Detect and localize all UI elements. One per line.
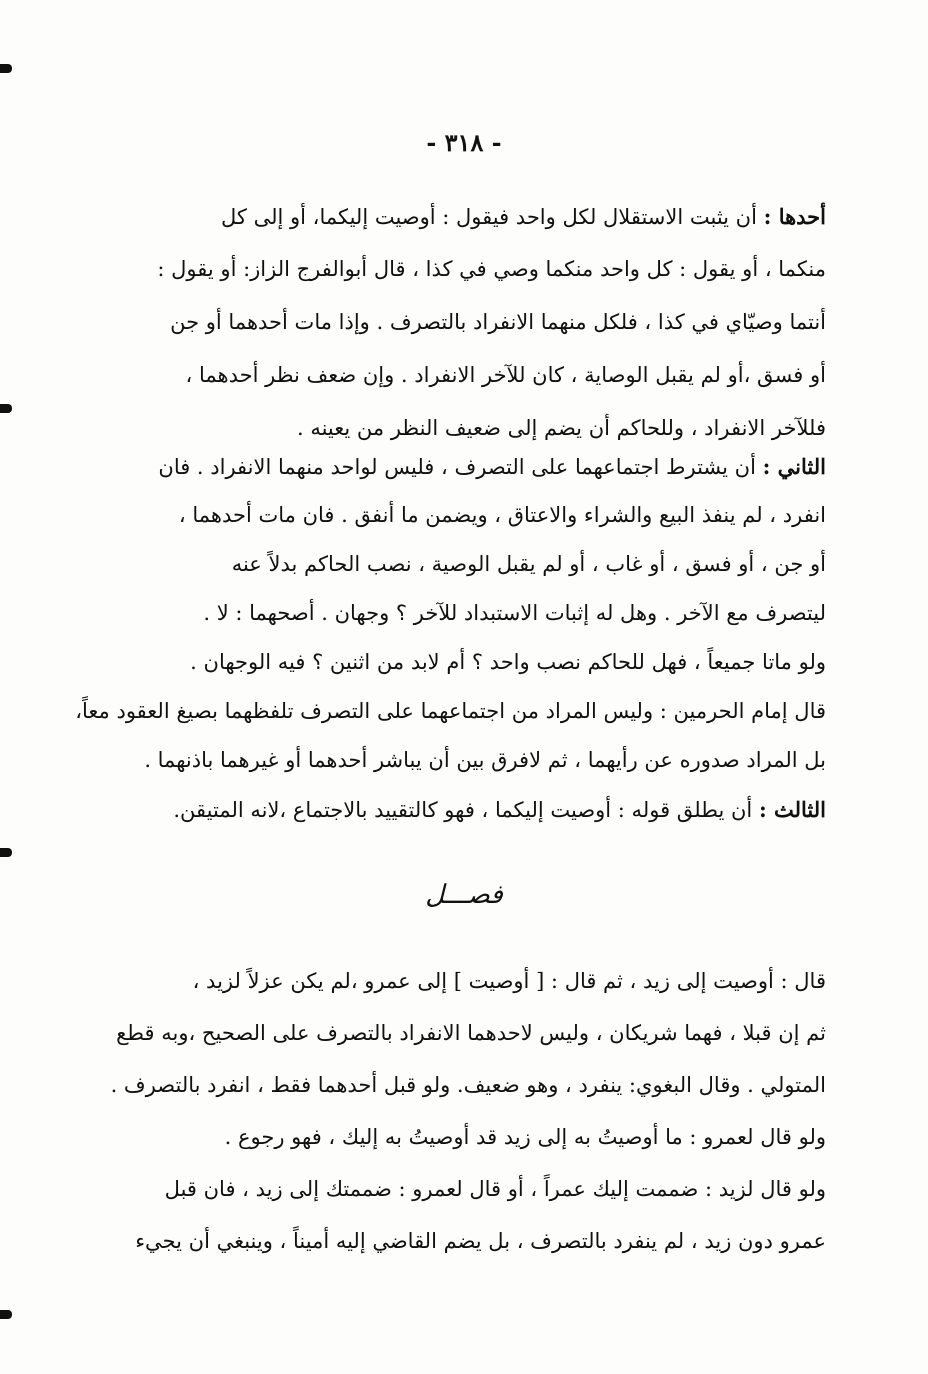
text-line: منكما ، أو يقول : كل واحد منكما وصي في كذا ، قال أبوالفرج الزاز: أو يقول : xyxy=(157,257,826,281)
text-line-content: أن يطلق قوله : أوصيت إليكما ، فهو كالتقييد بالاجتماع ،لانه المتيقن. xyxy=(173,798,753,822)
section-heading: فصـــل xyxy=(425,880,503,910)
text-line: انفرد ، لم ينفذ البيع والشراء والاعتاق ، ويضمن ما أنفق . فان مات أحدهما ، xyxy=(178,503,826,527)
paragraph-section-body xyxy=(70,955,826,1267)
text-line xyxy=(70,785,826,834)
text-line: أو فسق ،أو لم يقبل الوصاية ، كان للآخر الانفراد . وإن ضعف نظر أحدهما ، xyxy=(185,363,826,387)
text-line: ولو ماتا جميعاً ، فهل للحاكم نصب واحد ؟ أم لابد من اثنين ؟ فيه الوجهان . xyxy=(190,650,826,674)
text-line: بل المراد صدوره عن رأيهما ، ثم لافرق بين أن يباشر أحدهما أو غيرهما باذنهما . xyxy=(144,748,826,772)
text-line-content: أن يثبت الاستقلال لكل واحد فيقول : أوصيت إليكما، أو إلى كل xyxy=(221,205,757,229)
paragraph-first-case xyxy=(70,190,826,455)
edge-mark xyxy=(0,64,12,73)
text-line: فللآخر الانفراد ، وللحاكم أن يضم إلى ضعيف النظر من يعينه . xyxy=(296,416,826,440)
text-line: المتولي . وقال البغوي: ينفرد ، وهو ضعيف. ولو قبل أحدهما فقط ، انفرد بالتصرف . xyxy=(110,1073,826,1097)
text-line: ليتصرف مع الآخر . وهل له إثبات الاستبداد للآخر ؟ وجهان . أصحهما : لا . xyxy=(203,601,826,625)
edge-mark xyxy=(0,848,12,857)
text-line: عمرو دون زيد ، لم ينفرد بالتصرف ، بل يضم القاضي إليه أميناً ، وينبغي أن يجيء xyxy=(135,1229,826,1253)
text-line: قال : أوصيت إلى زيد ، ثم قال : [ أوصيت ] إلى عمرو ،لم يكن عزلاً لزيد ، xyxy=(192,969,826,993)
text-line: أنتما وصيّاي في كذا ، فلكل منهما الانفراد بالتصرف . وإذا مات أحدهما أو جن xyxy=(170,310,826,334)
text-line: أو جن ، أو فسق ، أو غاب ، أو لم يقبل الوصية ، نصب الحاكم بدلاً عنه xyxy=(231,552,826,576)
text-line xyxy=(70,190,826,243)
page-number: - ٣١٨ - xyxy=(426,128,502,157)
text-line: قال إمام الحرمين : وليس المراد من اجتماعهما على التصرف تلفظهما بصيغ العقود معاً، xyxy=(75,699,826,723)
text-line: ولو قال لعمرو : ما أوصيتُ به إلى زيد قد أوصيتُ به إليك ، فهو رجوع . xyxy=(224,1125,826,1149)
text-line-content: أن يشترط اجتماعهما على التصرف ، فليس لواحد منهما الانفراد . فان xyxy=(158,455,756,479)
text-line: ولو قال لزيد : ضممت إليك عمراً ، أو قال لعمرو : ضممتك إلى زيد ، فان قبل xyxy=(164,1177,826,1201)
case-lead: الثاني : xyxy=(762,454,826,479)
paragraph-second-case xyxy=(70,442,826,834)
text-line xyxy=(70,442,826,491)
case-lead: الثالث : xyxy=(758,797,826,822)
text-line: ثم إن قبلا ، فهما شريكان ، وليس لاحدهما الانفراد بالتصرف على الصحيح ،وبه قطع xyxy=(116,1021,826,1045)
edge-mark xyxy=(0,404,12,413)
edge-mark xyxy=(0,1310,12,1319)
case-lead: أحدها : xyxy=(763,204,826,229)
